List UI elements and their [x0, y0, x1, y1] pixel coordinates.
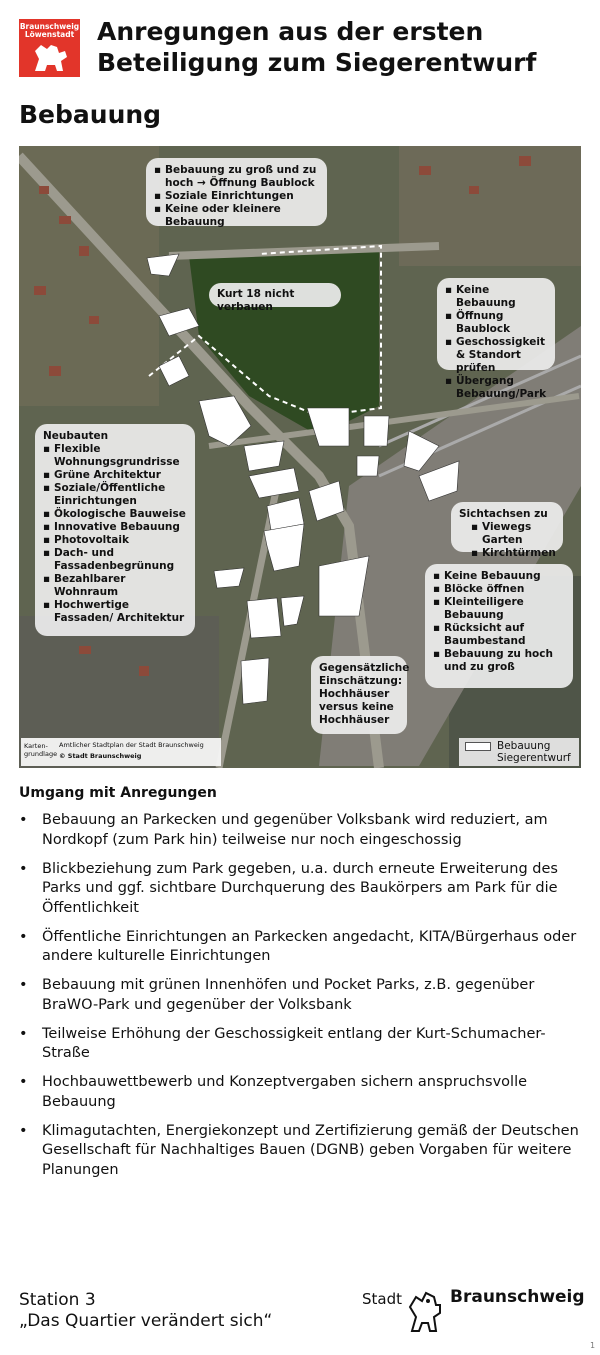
callout-heading: Sichtachsen zu	[459, 508, 548, 520]
callout-item: ▪ Ökologische Bauweise	[43, 508, 187, 521]
source-copyright: © Stadt Braunschweig	[59, 752, 142, 760]
callout-item: ▪ Photovoltaik	[43, 534, 187, 547]
callout-item: ▪ Grüne Architektur	[43, 469, 187, 482]
logo-stadt-text: Stadt	[362, 1290, 402, 1308]
callout-item: ▪ Geschossigkeit & Standort prüfen	[445, 336, 547, 375]
callout-heading: Neubauten	[43, 430, 109, 442]
callout-item: ▪ Kleinteiligere Bebauung	[433, 596, 565, 622]
callout-item: ▪ Dach- und Fassadenbegrünung	[43, 547, 187, 573]
callout-item: ▪ Hochwertige Fassaden/ Architektur	[43, 599, 187, 625]
callout-right-top	[437, 278, 555, 400]
callout-item: ▪ Kirchtürmen	[471, 547, 555, 560]
station-number: Station 3	[19, 1290, 96, 1310]
callout-neubauten	[35, 424, 195, 636]
list-item: • Hochbauwettbewerb und Konzeptvergaben sichern anspruchsvolle Bebauung	[19, 1073, 579, 1112]
legend-label: Bebauung Siegerentwurf	[497, 740, 571, 764]
list-item: • Bebauung an Parkecken und gegenüber Volksbank wird reduziert, am Nordkopf (zum Park hin) teilweise nur noch eingeschossig	[19, 811, 579, 850]
callout-text: Gegensätzliche Einschätzung: Hochhäuser versus keine Hochhäuser	[319, 662, 410, 726]
legend-swatch	[465, 742, 491, 751]
callout-item: ▪ Blöcke öffnen	[433, 583, 565, 596]
source-text: Amtlicher Stadtplan der Stadt Braunschweig	[59, 741, 204, 749]
callout-top	[146, 158, 327, 226]
page-number: 1	[590, 1341, 596, 1350]
list-item: • Öffentliche Einrichtungen an Parkecken angedacht, KITA/Bürgerhaus oder andere kulturelle Einrichtungen	[19, 928, 579, 967]
callout-right-bottom	[425, 564, 573, 688]
map-legend	[459, 738, 579, 766]
lion-icon	[29, 41, 71, 75]
callout-item: ▪ Bebauung zu hoch und zu groß	[433, 648, 565, 674]
callout-item: ▪ Viewegs Garten	[471, 521, 555, 547]
map-source	[21, 738, 221, 766]
callout-text: Kurt 18 nicht verbauen	[217, 288, 295, 313]
station-label	[19, 1290, 272, 1332]
umgang-title: Umgang mit Anregungen	[19, 785, 217, 801]
callout-item: ▪ Innovative Bebauung	[43, 521, 187, 534]
callout-hochhaeuser	[311, 656, 410, 734]
stadt-braunschweig-logo	[362, 1287, 585, 1339]
section-title: Bebauung	[19, 100, 162, 129]
callout-item: ▪ Soziale/Öffentliche Einrichtungen	[43, 482, 187, 508]
station-subtitle: „Das Quartier verändert sich“	[19, 1311, 273, 1331]
callout-kurt	[209, 283, 341, 313]
callout-item: ▪ Keine oder kleinere Bebauung	[154, 203, 319, 229]
callout-item: ▪ Bebauung zu groß und zu hoch → Öffnung Baublock	[154, 164, 319, 190]
list-item: • Klimagutachten, Energiekonzept und Zertifizierung gemäß der Deutschen Gesellschaft für Nachhaltiges Bauen (DGNB) geben Vorgaben für weitere Planungen	[19, 1122, 579, 1181]
page-title: Anregungen aus der ersten Beteiligung zum Siegerentwurf	[97, 17, 537, 77]
callout-item: ▪ Rücksicht auf Baumbestand	[433, 622, 565, 648]
callout-sichtachsen	[451, 502, 563, 559]
list-item: • Bebauung mit grünen Innenhöfen und Pocket Parks, z.B. gegenüber BraWO-Park und gegenüber der Volksbank	[19, 976, 579, 1015]
callout-item: ▪ Übergang Bebauung/Park	[445, 375, 547, 401]
braunschweig-logo	[19, 19, 80, 77]
callout-item: ▪ Keine Bebauung	[433, 570, 565, 583]
callout-item: ▪ Keine Bebauung	[445, 284, 547, 310]
logo-text: Braunschweig Löwenstadt	[19, 22, 80, 39]
callout-item: ▪ Öffnung Baublock	[445, 310, 547, 336]
lion-icon	[406, 1289, 444, 1335]
callout-item: ▪ Soziale Einrichtungen	[154, 190, 319, 203]
umgang-list	[19, 811, 579, 1190]
aerial-map	[19, 146, 581, 768]
list-item: • Teilweise Erhöhung der Geschossigkeit entlang der Kurt-Schumacher-Straße	[19, 1025, 579, 1064]
callout-item: ▪ Bezahlbarer Wohnraum	[43, 573, 187, 599]
logo-city-text: Braunschweig	[450, 1287, 585, 1307]
source-label: Karten-grundlage	[24, 742, 58, 758]
callout-item: ▪ Flexible Wohnungsgrundrisse	[43, 443, 187, 469]
list-item: • Blickbeziehung zum Park gegeben, u.a. durch erneute Erweiterung des Parks und ggf. sichtbare Durchquerung des Baukörpers am Park für die Öffentlichkeit	[19, 860, 579, 919]
